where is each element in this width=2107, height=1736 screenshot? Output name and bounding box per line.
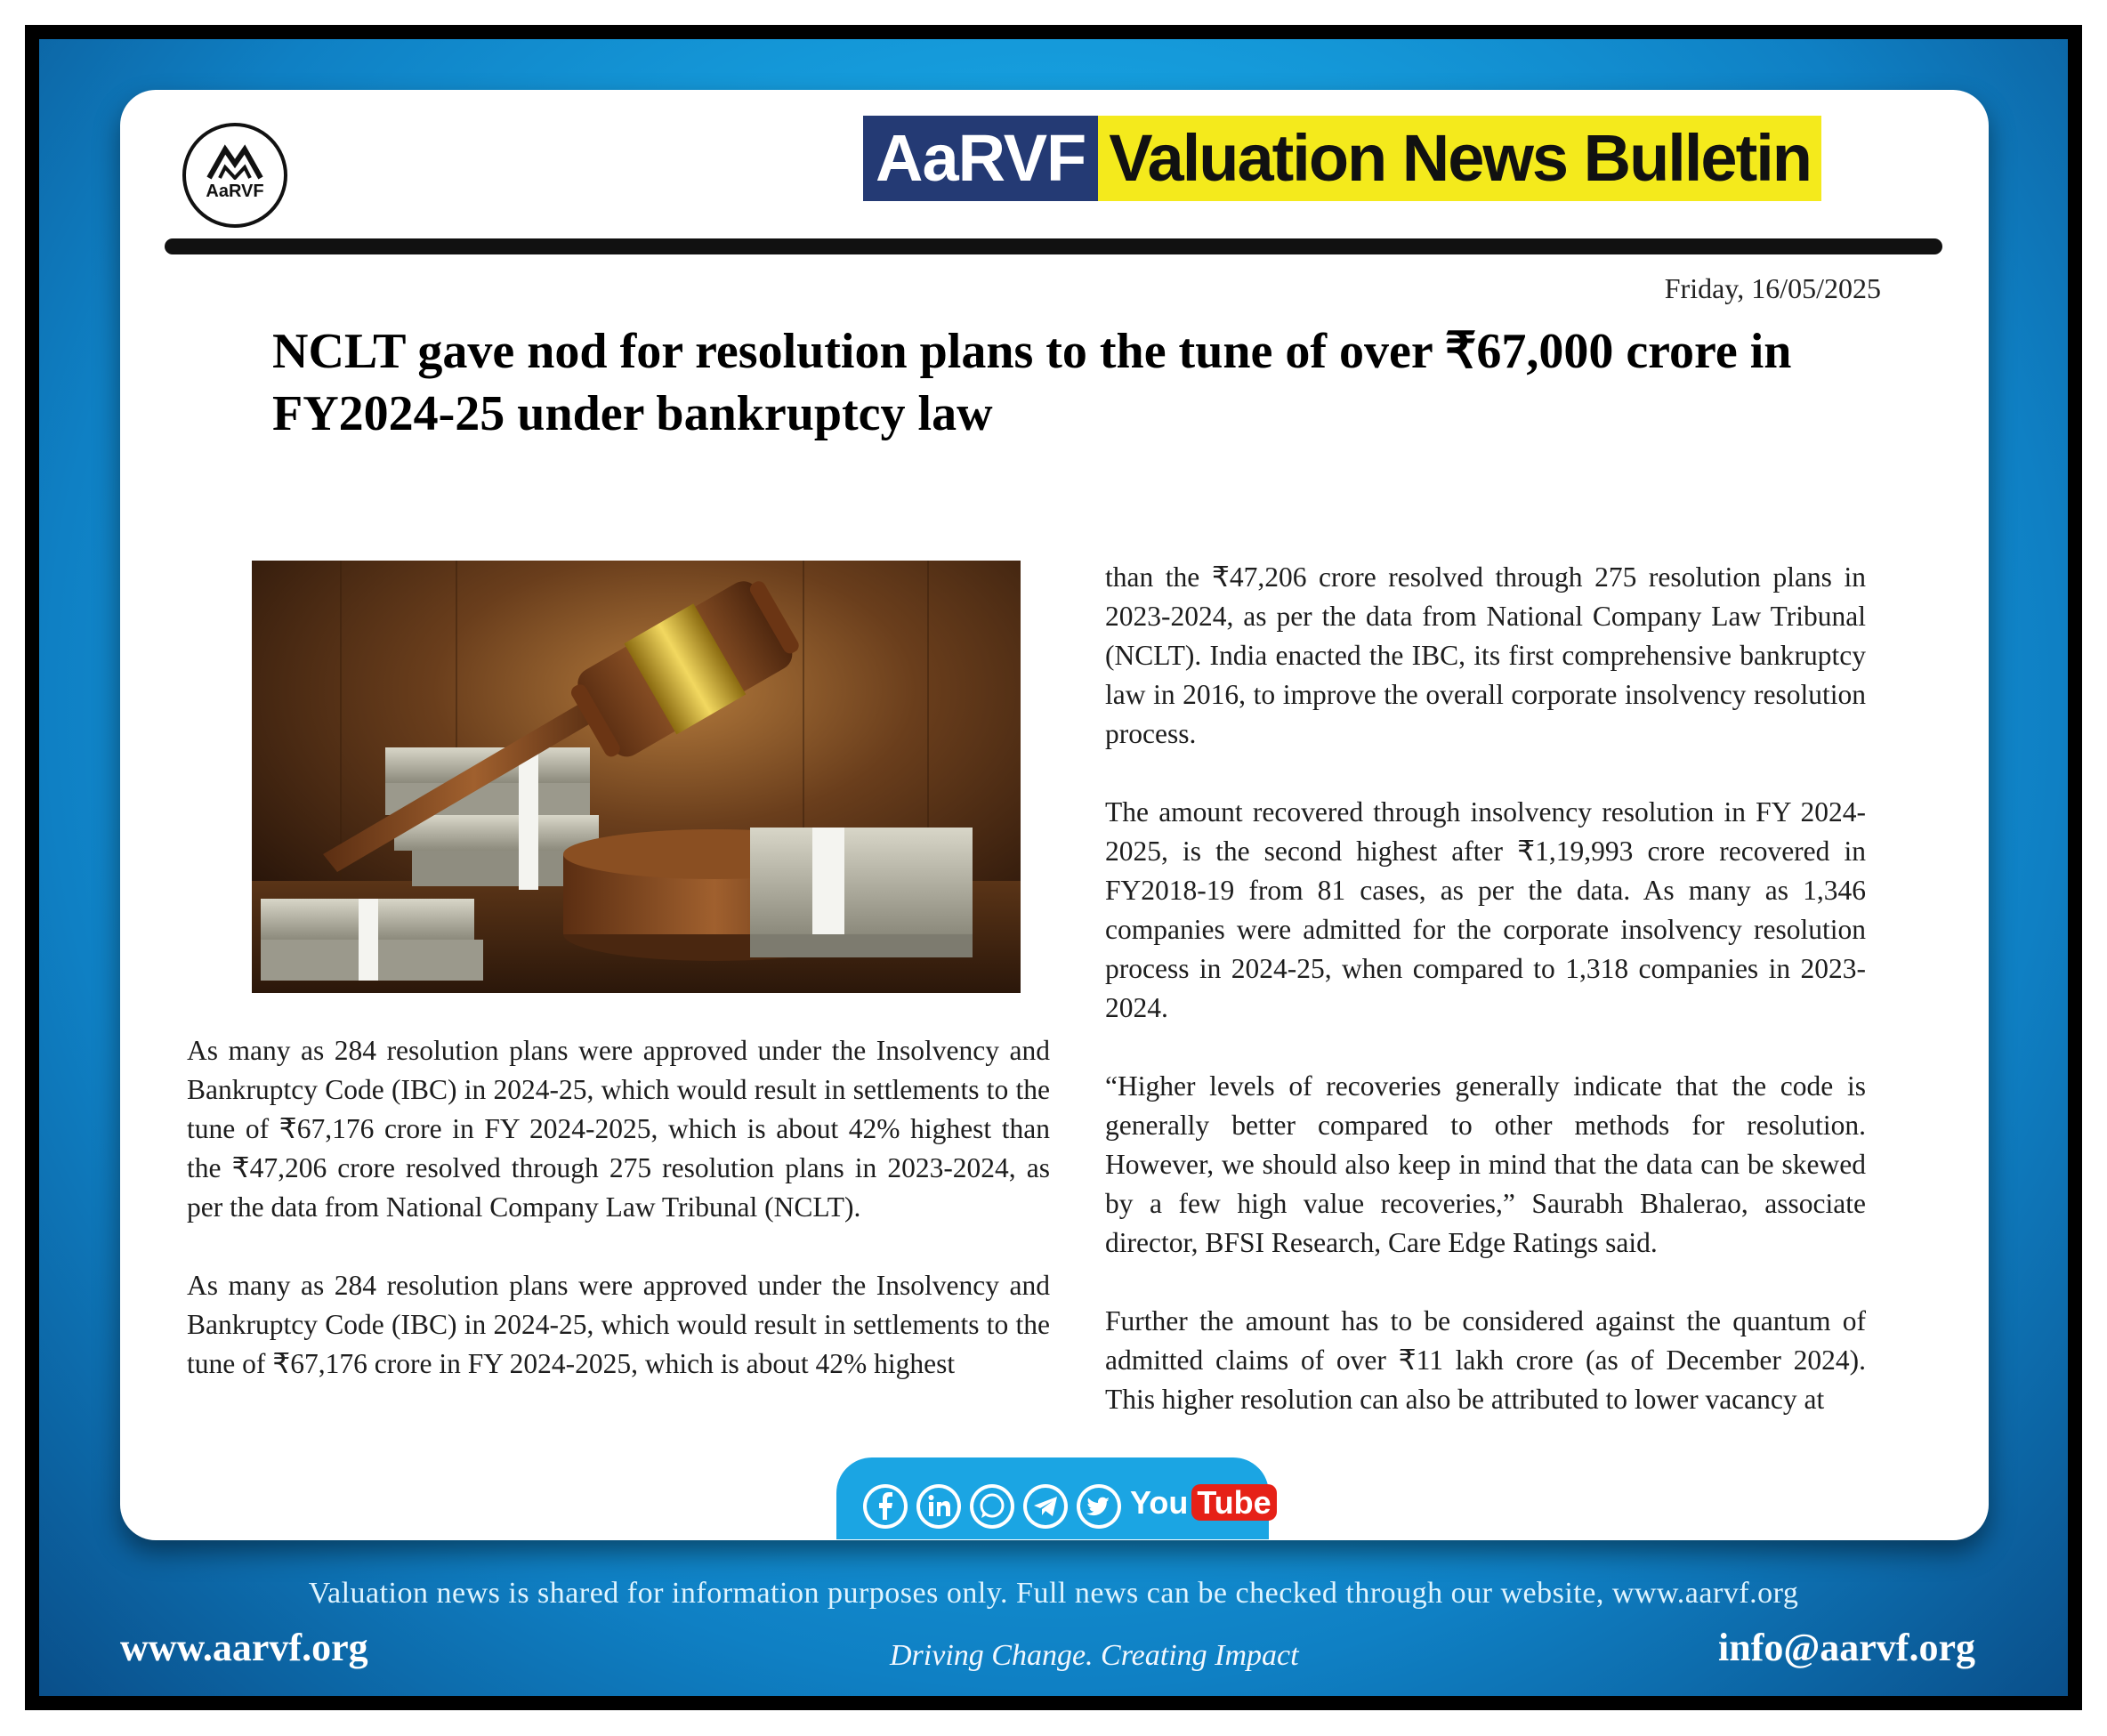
header-divider bbox=[165, 238, 1942, 254]
right-paragraph-4: Further the amount has to be considered against the quantum of admitted claims of over ₹11 lakh crore (as of December 2024). This higher resolution can also be attributed to lower vacancy at bbox=[1105, 1305, 1866, 1415]
right-paragraph-2: The amount recovered through insolvency resolution in FY 2024-2025, is the second highest after ₹1,19,993 crore recovered in FY2018-19 from 81 cases, as per the data. As many as 1,346 companies were admitted for the corporate insolvency resolution process in 2024-25, when compared to 1,318 companies in 2023-2024. bbox=[1105, 796, 1866, 1023]
youtube-you-text: You bbox=[1130, 1484, 1189, 1521]
telegram-icon[interactable] bbox=[1023, 1484, 1068, 1529]
right-paragraph-1: than the ₹47,206 crore resolved through 275 resolution plans in 2023-2024, as per the data from National Company Law Tribunal (NCLT). India enacted the IBC, its first comprehensive bankruptcy law in 2016, to improve the overall corporate insolvency resolution process. bbox=[1105, 561, 1866, 749]
aarvf-logo bbox=[182, 123, 287, 228]
logo-text: AaRVF bbox=[206, 182, 264, 201]
left-paragraph-2: As many as 284 resolution plans were approved under the Insolvency and Bankruptcy Code (IBC) in 2024-25, which would result in settlements to the tune of ₹67,176 crore in FY 2024-2025, which is about 42% highest bbox=[187, 1270, 1050, 1379]
right-paragraph-3: “Higher levels of recoveries generally indicate that the code is generally better compared to other methods for resolution. However, we should also keep in mind that the data can be skewed by a few high value recoveries,” Saurabh Bhalerao, associate director, BFSI Research, Care Edge Ratings said. bbox=[1105, 1070, 1866, 1258]
linkedin-icon[interactable] bbox=[916, 1484, 961, 1529]
footer-email-link[interactable]: info@aarvf.org bbox=[1718, 1626, 1975, 1669]
footer-website-link[interactable]: www.aarvf.org bbox=[120, 1626, 368, 1669]
gavel-money-photo bbox=[252, 561, 1021, 993]
footer-disclaimer: Valuation news is shared for information purposes only. Full news can be checked through our website, www.aarvf.org bbox=[308, 1577, 1799, 1610]
article-left-column bbox=[187, 1031, 1050, 1423]
bulletin-date: Friday, 16/05/2025 bbox=[1664, 272, 1881, 304]
article-right-column bbox=[1105, 558, 1866, 1458]
facebook-icon[interactable] bbox=[863, 1484, 908, 1529]
banner-brand: AaRVF bbox=[863, 116, 1098, 201]
gavel-illustration bbox=[252, 561, 1021, 993]
mountain-logo-icon bbox=[206, 141, 264, 180]
article-headline: NCLT gave nod for resolution plans to the tune of over ₹67,000 crore in FY2024-25 under bankruptcy law bbox=[272, 324, 1792, 441]
whatsapp-icon[interactable] bbox=[970, 1484, 1014, 1529]
youtube-tube-text: Tube bbox=[1191, 1484, 1276, 1521]
left-paragraph-1: As many as 284 resolution plans were approved under the Insolvency and Bankruptcy Code (IBC) in 2024-25, which would result in settlements to the tune of ₹67,176 crore in FY 2024-2025, which is about 42% highest than the ₹47,206 crore resolved through 275 resolution plans in 2023-2024, as per the data from National Company Law Tribunal (NCLT). bbox=[187, 1035, 1050, 1223]
banner-title: Valuation News Bulletin bbox=[1098, 116, 1821, 201]
bulletin-banner bbox=[863, 116, 1821, 201]
social-bar bbox=[836, 1457, 1269, 1539]
youtube-link[interactable] bbox=[1130, 1484, 1277, 1522]
twitter-icon[interactable] bbox=[1077, 1484, 1121, 1529]
footer-tagline: Driving Change. Creating Impact bbox=[890, 1639, 1299, 1672]
